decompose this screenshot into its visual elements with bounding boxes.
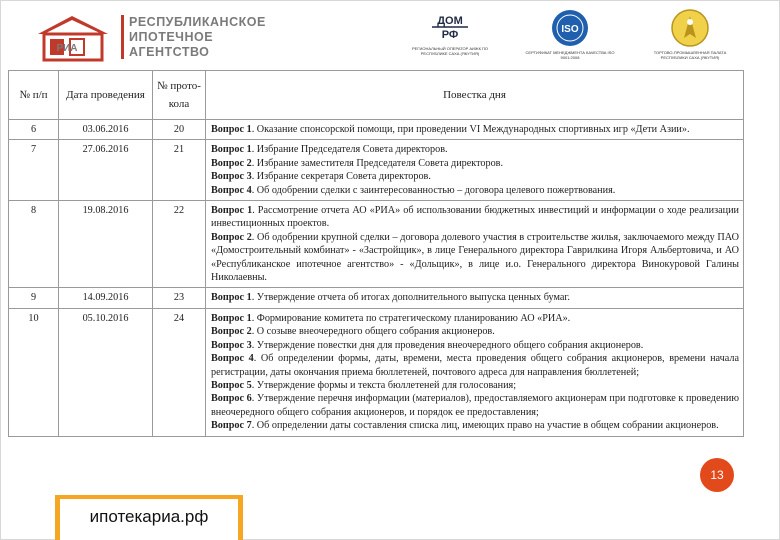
row-date: 05.10.2016 bbox=[59, 308, 153, 436]
table-row bbox=[9, 120, 744, 140]
agenda-item bbox=[211, 123, 739, 136]
agenda-item-label: Вопрос 4 bbox=[211, 353, 254, 365]
agenda-item bbox=[211, 379, 739, 392]
agenda-item-label: Вопрос 5 bbox=[211, 379, 252, 391]
iso-badge-icon bbox=[550, 8, 590, 48]
ria-logo-icon bbox=[30, 12, 115, 62]
partner-caption-2: СЕРТИФИКАТ МЕНЕДЖМЕНТА КАЧЕСТВА ISO 9001:2008 bbox=[525, 50, 615, 60]
org-name-line-2: ИПОТЕЧНОЕ bbox=[129, 30, 214, 44]
row-protocol: 21 bbox=[153, 140, 206, 201]
agenda-item-label: Вопрос 2 bbox=[211, 157, 252, 169]
row-agenda bbox=[206, 120, 744, 140]
dom-rf-logo-icon bbox=[428, 8, 472, 44]
svg-text:ДОМ: ДОМ bbox=[437, 15, 463, 27]
agenda-item bbox=[211, 325, 739, 338]
agenda-item-label: Вопрос 2 bbox=[211, 231, 252, 243]
table-header-row bbox=[9, 71, 744, 120]
header-date: Дата проведения bbox=[59, 71, 153, 120]
row-num: 10 bbox=[9, 308, 59, 436]
agenda-item bbox=[211, 392, 739, 419]
row-agenda bbox=[206, 201, 744, 288]
agenda-item bbox=[211, 291, 739, 304]
agenda-item-text: . Об определении даты составления списка лиц, имеющих право на участие в общем собрании акционеров. bbox=[251, 420, 719, 432]
page-number-badge: 13 bbox=[700, 458, 734, 492]
row-num: 9 bbox=[9, 288, 59, 308]
org-name bbox=[121, 15, 281, 60]
agenda-item-text: . Избрание заместителя Председателя Совета директоров. bbox=[251, 157, 504, 169]
agenda-item-text: . Формирование комитета по стратегическому планированию АО «РИА». bbox=[251, 312, 571, 324]
agenda-item-text: . Утверждение формы и текста бюллетеней для голосования; bbox=[251, 379, 517, 391]
svg-text:ISO: ISO bbox=[561, 24, 579, 35]
agenda-item-label: Вопрос 1 bbox=[211, 205, 253, 217]
agenda-item-label: Вопрос 2 bbox=[211, 326, 252, 338]
agenda-item-text: . Об одобрении сделки с заинтересованностью – договора целевого пожертвования. bbox=[251, 184, 616, 196]
agenda-item bbox=[211, 170, 739, 183]
row-date: 03.06.2016 bbox=[59, 120, 153, 140]
agenda-item bbox=[211, 339, 739, 352]
row-agenda bbox=[206, 288, 744, 308]
table-row bbox=[9, 201, 744, 288]
agenda-item-text: . Оказание спонсорской помощи, при проведении VI Международных спортивных игр «Дети Азии». bbox=[251, 124, 690, 135]
org-name-line-1: РЕСПУБЛИКАНСКОЕ bbox=[129, 15, 266, 29]
logo-text: РИА bbox=[56, 43, 78, 54]
agenda-item-text: . Утверждение отчета об итогах дополнительного выпуска ценных бумаг. bbox=[251, 292, 570, 304]
agenda-item-label: Вопрос 7 bbox=[211, 420, 252, 432]
partner-caption-3: ТОРГОВО-ПРОМЫШЛЕННАЯ ПАЛАТА РЕСПУБЛИКИ САХА (ЯКУТИЯ) bbox=[653, 50, 727, 60]
agenda-item-label: Вопрос 3 bbox=[211, 339, 252, 351]
agenda-item-text: . Избрание секретаря Совета директоров. bbox=[251, 171, 431, 183]
row-protocol: 20 bbox=[153, 120, 206, 140]
row-date: 19.08.2016 bbox=[59, 201, 153, 288]
footer-url[interactable]: ипотекариа.рф bbox=[89, 507, 209, 526]
agenda-item-text: . Избрание Председателя Совета директоров. bbox=[251, 144, 448, 156]
agenda-item-label: Вопрос 3 bbox=[211, 171, 252, 183]
agenda-item-label: Вопрос 1 bbox=[211, 292, 252, 304]
partner-chamber bbox=[640, 8, 740, 60]
row-agenda bbox=[206, 308, 744, 436]
partner-dom-rf bbox=[405, 8, 495, 56]
row-agenda bbox=[206, 140, 744, 201]
agenda-item bbox=[211, 184, 739, 197]
row-protocol: 22 bbox=[153, 201, 206, 288]
agenda-item-label: Вопрос 1 bbox=[211, 144, 252, 156]
header-num: № п/п bbox=[9, 71, 59, 120]
partner-caption-1: РЕГИОНАЛЬНЫЙ ОПЕРАТОР АИЖК ПО РЕСПУБЛИКЕ САХА (ЯКУТИЯ) bbox=[411, 46, 489, 56]
agenda-item-text: . Утверждение перечня информации (материалов), предоставляемого акционерам при подготовке к проведению внеочередного общего собрания акционеров, и порядок ее предоставления; bbox=[211, 393, 739, 418]
row-num: 7 bbox=[9, 140, 59, 201]
agenda-item bbox=[211, 419, 739, 432]
table-row bbox=[9, 140, 744, 201]
row-date: 27.06.2016 bbox=[59, 140, 153, 201]
agenda-table bbox=[8, 70, 744, 437]
agenda-item bbox=[211, 157, 739, 170]
agenda-item-text: . Рассмотрение отчета АО «РИА» об использовании бюджетных инвестиций и информации о ходе реализации инвестиционных проектов. bbox=[211, 205, 739, 230]
agenda-body bbox=[9, 120, 744, 437]
header-agenda: Повестка дня bbox=[206, 71, 744, 120]
agenda-item-label: Вопрос 4 bbox=[211, 184, 252, 196]
row-protocol: 24 bbox=[153, 308, 206, 436]
agenda-item-text: . Об одобрении крупной сделки – договора долевого участия в строительстве жилья, заключаемого между ПАО «Домостроительный комбинат» - «Застройщик», в лице Генерального директора Гаврилкина Игоря Альбертовича, и АО «Республиканское ипотечное агентство» - «Дольщик», в лице и.о. Генерального директора Винокуровой Галины Николаевны. bbox=[211, 231, 739, 284]
row-protocol: 23 bbox=[153, 288, 206, 308]
agenda-item-label: Вопрос 6 bbox=[211, 393, 252, 405]
header bbox=[0, 0, 780, 72]
svg-text:РФ: РФ bbox=[441, 29, 459, 41]
agenda-item bbox=[211, 312, 739, 325]
agenda-item-text: . Об определении формы, даты, времени, места проведения общего собрания акционеров, времени начала регистрации, даты окончания приема бюллетеней, почтового адреса для направления бюллетеней; bbox=[211, 353, 739, 378]
agenda-item-label: Вопрос 1 bbox=[211, 124, 252, 135]
row-date: 14.09.2016 bbox=[59, 288, 153, 308]
partner-iso bbox=[525, 8, 615, 60]
agenda-item-text: . О созыве внеочередного общего собрания акционеров. bbox=[251, 326, 495, 338]
row-num: 6 bbox=[9, 120, 59, 140]
table-row bbox=[9, 288, 744, 308]
chamber-of-commerce-emblem-icon bbox=[670, 8, 710, 48]
row-num: 8 bbox=[9, 201, 59, 288]
org-name-line-3: АГЕНТСТВО bbox=[129, 45, 210, 59]
agenda-item bbox=[211, 352, 739, 379]
agenda-item-text: . Утверждение повестки дня для проведения внеочередного общего собрания акционеров. bbox=[251, 339, 644, 351]
agenda-item bbox=[211, 231, 739, 285]
table-row bbox=[9, 308, 744, 436]
header-protocol: № прото-кола bbox=[153, 71, 206, 120]
agenda-item bbox=[211, 204, 739, 231]
agenda-item bbox=[211, 143, 739, 156]
agenda-item-label: Вопрос 1 bbox=[211, 312, 252, 324]
